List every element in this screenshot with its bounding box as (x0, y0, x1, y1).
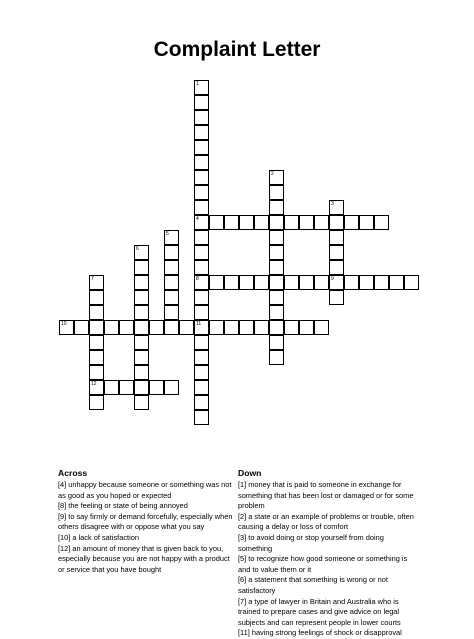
grid-cell[interactable] (329, 200, 344, 215)
grid-cell[interactable] (89, 350, 104, 365)
across-clue-8: [8] the feeling or state of being annoyed (58, 501, 188, 511)
grid-cell[interactable] (194, 395, 209, 410)
down-clue-2: [2] a state or an example of problems or trouble, often causing a delay or loss of comfort (238, 511, 414, 532)
grid-cell[interactable] (329, 275, 344, 290)
grid-cell[interactable] (104, 320, 119, 335)
grid-cell[interactable] (194, 95, 209, 110)
grid-cell[interactable] (194, 335, 209, 350)
grid-cell[interactable] (134, 335, 149, 350)
down-clue-6: [6] a statement that something is wrong or not satisfactory (238, 575, 388, 595)
grid-cell[interactable] (329, 260, 344, 275)
clue-number: 8 (196, 276, 199, 282)
grid-cell[interactable] (314, 215, 329, 230)
grid-cell[interactable] (89, 275, 104, 290)
down-clue-7: [7] a type of lawyer in Britain and Australia who is trained to prepare cases and give advice on legal subjects and can represent people in lower courts (238, 596, 401, 627)
down-clue-5: [5] to recognize how good someone or something is and to value them or it (238, 554, 408, 574)
grid-cell[interactable] (74, 320, 89, 335)
grid-cell[interactable] (194, 410, 209, 425)
grid-cell[interactable] (269, 245, 284, 260)
across-clue-9: [9] to say firmly or demand forcefully, especially when others disagree with or oppose what you say (58, 511, 233, 532)
grid-cell[interactable] (134, 365, 149, 380)
grid-cell[interactable] (329, 290, 344, 305)
grid-cell[interactable] (239, 320, 254, 335)
clue-number: 2 (271, 171, 274, 177)
across-clue-10: [10] a lack of satisfaction (58, 532, 139, 542)
grid-cell[interactable] (284, 320, 299, 335)
clue-number: 10 (61, 321, 67, 327)
grid-cell[interactable] (149, 380, 164, 395)
grid-cell[interactable] (134, 305, 149, 320)
grid-cell[interactable] (194, 245, 209, 260)
grid-cell[interactable] (134, 380, 149, 395)
grid-cell[interactable] (164, 380, 179, 395)
grid-cell[interactable] (359, 215, 374, 230)
clue-number: 3 (331, 201, 334, 207)
grid-cell[interactable] (224, 275, 239, 290)
clues-section (0, 468, 474, 638)
grid-cell[interactable] (164, 275, 179, 290)
grid-cell[interactable] (269, 230, 284, 245)
grid-cell[interactable] (269, 335, 284, 350)
grid-cell[interactable] (164, 305, 179, 320)
grid-cell[interactable] (269, 320, 284, 335)
grid-cell[interactable] (59, 320, 74, 335)
grid-cell[interactable] (269, 185, 284, 200)
grid-cell[interactable] (194, 185, 209, 200)
grid-cell[interactable] (179, 320, 194, 335)
grid-cell[interactable] (239, 275, 254, 290)
grid-cell[interactable] (209, 215, 224, 230)
grid-cell[interactable] (194, 275, 209, 290)
grid-cell[interactable] (194, 215, 209, 230)
grid-cell[interactable] (374, 275, 389, 290)
grid-cell[interactable] (269, 260, 284, 275)
clue-number: 1 (196, 81, 199, 87)
grid-cell[interactable] (164, 260, 179, 275)
grid-cell[interactable] (239, 215, 254, 230)
grid-cell[interactable] (194, 305, 209, 320)
clue-number: 9 (331, 276, 334, 282)
down-clue-1: [1] money that is paid to someone in exchange for something that has been lost or damaged or for some problem (238, 480, 414, 511)
grid-cell[interactable] (119, 380, 134, 395)
grid-cell[interactable] (164, 245, 179, 260)
grid-cell[interactable] (149, 320, 164, 335)
grid-cell[interactable] (134, 320, 149, 335)
grid-cell[interactable] (194, 140, 209, 155)
grid-cell[interactable] (194, 290, 209, 305)
grid-cell[interactable] (314, 320, 329, 335)
grid-cell[interactable] (134, 260, 149, 275)
grid-cell[interactable] (329, 215, 344, 230)
grid-cell[interactable] (89, 380, 104, 395)
grid-cell[interactable] (89, 320, 104, 335)
clue-number: 7 (91, 276, 94, 282)
grid-cell[interactable] (299, 275, 314, 290)
grid-cell[interactable] (119, 320, 134, 335)
grid-cell[interactable] (254, 275, 269, 290)
grid-cell[interactable] (329, 245, 344, 260)
grid-cell[interactable] (404, 275, 419, 290)
grid-cell[interactable] (89, 305, 104, 320)
grid-cell[interactable] (269, 170, 284, 185)
grid-cell[interactable] (194, 170, 209, 185)
grid-cell[interactable] (209, 275, 224, 290)
clue-number: 12 (91, 381, 97, 387)
grid-cell[interactable] (194, 350, 209, 365)
down-heading: Down (238, 468, 262, 478)
grid-cell[interactable] (194, 320, 209, 335)
grid-cell[interactable] (254, 320, 269, 335)
grid-cell[interactable] (269, 215, 284, 230)
grid-cell[interactable] (299, 320, 314, 335)
grid-cell[interactable] (194, 380, 209, 395)
grid-cell[interactable] (134, 395, 149, 410)
grid-cell[interactable] (194, 125, 209, 140)
down-clue-3: [3] to avoid doing or stop yourself from doing something (238, 532, 384, 553)
grid-cell[interactable] (374, 215, 389, 230)
grid-cell[interactable] (344, 215, 359, 230)
grid-cell[interactable] (344, 275, 359, 290)
grid-cell[interactable] (89, 290, 104, 305)
grid-cell[interactable] (134, 350, 149, 365)
grid-cell[interactable] (194, 365, 209, 380)
grid-cell[interactable] (134, 245, 149, 260)
grid-cell[interactable] (194, 230, 209, 245)
grid-cell[interactable] (164, 230, 179, 245)
grid-cell[interactable] (329, 230, 344, 245)
grid-cell[interactable] (194, 200, 209, 215)
across-clue-12: [12] an amount of money that is given back to you, especially because you are not happy with a product or service that you have bought (58, 543, 230, 574)
grid-cell[interactable] (134, 290, 149, 305)
grid-cell[interactable] (269, 350, 284, 365)
grid-cell[interactable] (269, 305, 284, 320)
grid-cell[interactable] (104, 380, 119, 395)
grid-cell[interactable] (134, 275, 149, 290)
across-clues (58, 468, 235, 575)
grid-cell[interactable] (194, 110, 209, 125)
down-clues (238, 468, 418, 639)
clue-number: 4 (196, 216, 199, 222)
grid-cell[interactable] (194, 260, 209, 275)
grid-cell[interactable] (269, 200, 284, 215)
grid-cell[interactable] (164, 290, 179, 305)
grid-cell[interactable] (269, 275, 284, 290)
down-clue-11: [11] having strong feelings of shock or disapproval (238, 628, 402, 638)
across-heading: Across (58, 468, 88, 478)
grid-cell[interactable] (389, 275, 404, 290)
grid-cell[interactable] (314, 275, 329, 290)
puzzle-title: Complaint Letter (153, 38, 321, 61)
grid-cell[interactable] (194, 80, 209, 95)
grid-cell[interactable] (254, 215, 269, 230)
grid-cell[interactable] (224, 215, 239, 230)
grid-cell[interactable] (89, 395, 104, 410)
grid-cell[interactable] (224, 320, 239, 335)
across-clue-4: [4] unhappy because someone or something was not as good as you hoped or expected (58, 480, 232, 500)
grid-cell[interactable] (284, 215, 299, 230)
clue-number: 11 (196, 321, 202, 327)
grid-cell[interactable] (89, 335, 104, 350)
clue-number: 5 (166, 231, 169, 237)
clue-number: 6 (136, 246, 139, 252)
grid-cell[interactable] (269, 290, 284, 305)
grid-cell[interactable] (284, 275, 299, 290)
grid-cell[interactable] (359, 275, 374, 290)
grid-cell[interactable] (299, 215, 314, 230)
grid-cell[interactable] (194, 155, 209, 170)
grid-cell[interactable] (164, 320, 179, 335)
grid-cell[interactable] (89, 365, 104, 380)
grid-cell[interactable] (209, 320, 224, 335)
